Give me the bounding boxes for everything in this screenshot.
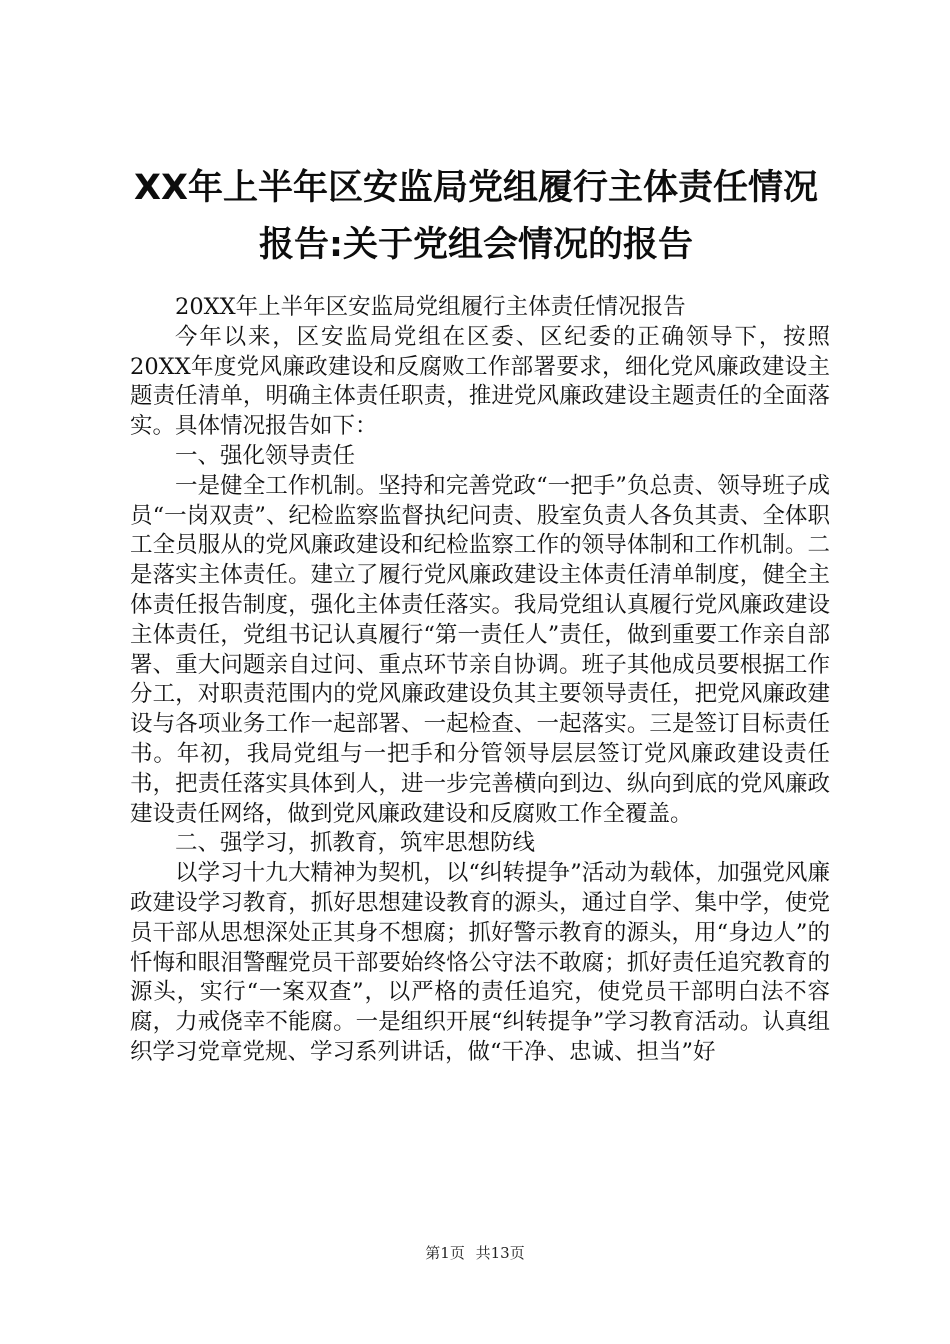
page-total: 共13页 [475,1244,525,1262]
section-2-paragraph: 以学习十九大精神为契机，以“纠转提争”活动为载体，加强党风廉政建设学习教育，抓好思想建设教育的源头，通过自学、集中学，使党员干部从思想深处正其身不想腐；抓好警示教育的源头，用“身边人”的忏悔和眼泪警醒党员干部要始终恪公守法不敢腐；抓好责任追究教育的源头，实行“一案双查”，以严格的责任追究，使党员干部明白法不容腐，力戒侥幸不能腐。一是组织开展“纠转提争”学习教育活动。认真组织学习党章党规、学习系列讲话，做“干净、忠诚、担当”好 [130,860,830,1065]
section-1-paragraph: 一是健全工作机制。坚持和完善党政“一把手”负总责、领导班子成员“一岗双责”、纪检监察监督执纪问责、股室负责人各负其责、全体职工全员服从的党风廉政建设和纪检监察工作的领导体制和工作机制。二是落实主体责任。建立了履行党风廉政建设主体责任清单制度，健全主体责任报告制度，强化主体责任落实。我局党组认真履行党风廉政建设主体责任，党组书记认真履行“第一责任人”责任，做到重要工作亲自部署、重大问题亲自过问、重点环节亲自协调。班子其他成员要根据工作分工，对职责范围内的党风廉政建设负其主要领导责任，把党风廉政建设与各项业务工作一起部署、一起检查、一起落实。三是签订目标责任书。年初，我局党组与一把手和分管领导层层签订党风廉政建设责任书，把责任落实具体到人，进一步完善横向到边、纵向到底的党风廉政建设责任网络，做到党风廉政建设和反腐败工作全覆盖。 [130,472,830,827]
intro-paragraph: 今年以来，区安监局党组在区委、区纪委的正确领导下，按照20XX年度党风廉政建设和反腐败工作部署要求，细化党风廉政建设主题责任清单，明确主体责任职责，推进党风廉政建设主题责任的全面落实。具体情况报告如下： [130,323,830,440]
page-footer [0,1243,950,1263]
page-number: 第1页 [425,1244,465,1262]
document-title: XX年上半年区安监局党组履行主体责任情况报告:关于党组会情况的报告 [134,168,818,265]
section-heading-1: 一、强化领导责任 [175,442,356,469]
section-heading-2: 二、强学习，抓教育，筑牢思想防线 [175,830,536,857]
report-subtitle-paragraph: 20XX年上半年区安监局党组履行主体责任情况报告 [175,294,686,320]
document-body [130,293,830,1068]
